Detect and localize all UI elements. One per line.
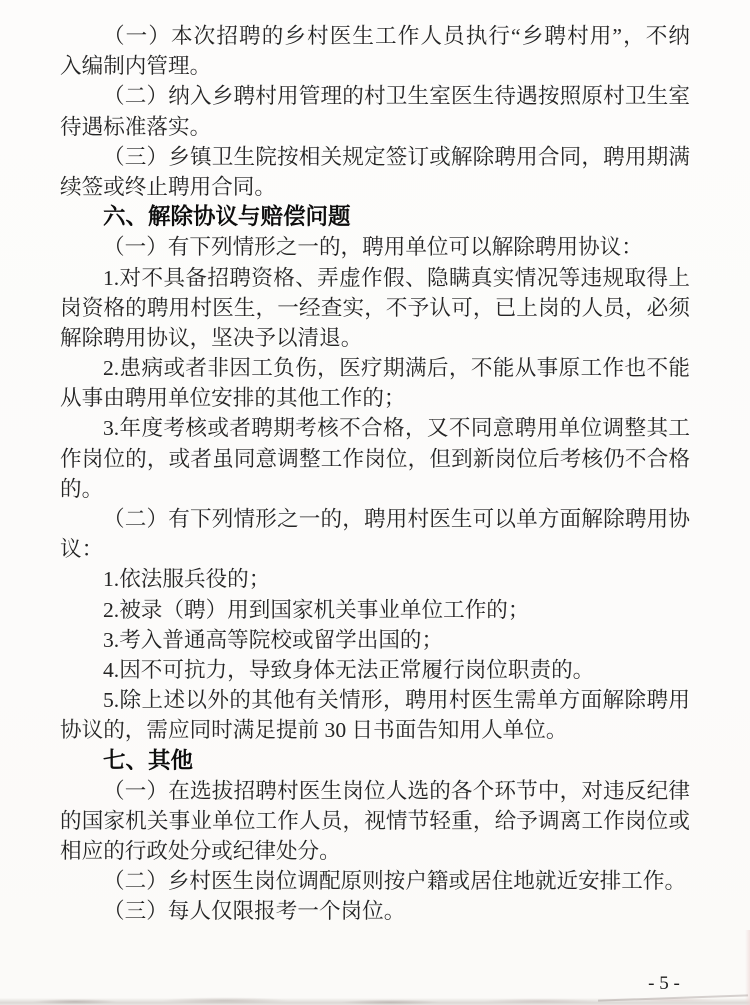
text-line: 从事由聘用单位安排的其他工作的； (60, 386, 406, 411)
text-line: 议： (60, 537, 104, 562)
text-block (60, 21, 690, 927)
text-line: 相应的行政处分或纪律处分。 (60, 839, 341, 864)
text-line: 解除聘用协议，坚决予以清退。 (60, 325, 363, 350)
text-line: 待遇标准落实。 (60, 114, 212, 139)
text-line: （一）有下列情形之一的，聘用单位可以解除聘用协议： (103, 235, 643, 260)
text-line: 2.被录（聘）用到国家机关事业单位工作的； (103, 597, 530, 622)
text-line: 3.考入普通高等院校或留学出国的； (103, 627, 444, 652)
text-line: （二）有下列情形之一的，聘用村医生可以单方面解除聘用协 (103, 507, 690, 531)
text-line: 2.患病或者非因工负伤，医疗期满后，不能从事原工作也不能 (103, 356, 690, 381)
text-line: 的。 (60, 476, 104, 501)
text-line: 4.因不可抗力，导致身体无法正常履行岗位职责的。 (103, 657, 595, 682)
text-line: （二）乡村医生岗位调配原则按户籍或居住地就近安排工作。 (103, 869, 687, 894)
text-line: 的国家机关事业单位工作人员，视情节轻重，给予调离工作岗位或 (60, 808, 690, 833)
text-line: （二）纳入乡聘村用管理的村卫生室医生待遇按照原村卫生室 (103, 84, 690, 109)
text-line: 协议的，需应同时满足提前 30 日书面告知用人单位。 (60, 718, 568, 743)
text-line: 3.年度考核或者聘期考核不合格，又不同意聘用单位调整其工 (103, 416, 690, 441)
section-heading: 七、其他 (103, 747, 194, 773)
text-line: 入编制内管理。 (60, 54, 212, 79)
text-line: 1.依法服兵役的； (103, 567, 271, 592)
text-line: 续签或终止聘用合同。 (60, 174, 276, 199)
text-line: （三）每人仅限报考一个岗位。 (103, 899, 406, 924)
text-line: （三）乡镇卫生院按相关规定签订或解除聘用合同，聘用期满 (103, 144, 690, 169)
text-line: 5.除上述以外的其他有关情形，聘用村医生需单方面解除聘用 (103, 688, 690, 713)
text-line: 作岗位的，或者虽同意调整工作岗位，但到新岗位后考核仍不合格 (60, 446, 690, 471)
text-line: 岗资格的聘用村医生，一经查实，不予认可，已上岗的人员，必须 (60, 295, 690, 320)
text-line: （一）在选拔招聘村医生岗位人选的各个环节中，对违反纪律 (103, 778, 690, 803)
page-number: - 5 - (648, 973, 680, 994)
text-line: 1.对不具备招聘资格、弄虚作假、隐瞒真实情况等违规取得上 (103, 265, 690, 290)
text-line: （一）本次招聘的乡村医生工作人员执行“乡聘村用”，不纳 (103, 24, 690, 48)
section-heading: 六、解除协议与赔偿问题 (103, 204, 351, 230)
